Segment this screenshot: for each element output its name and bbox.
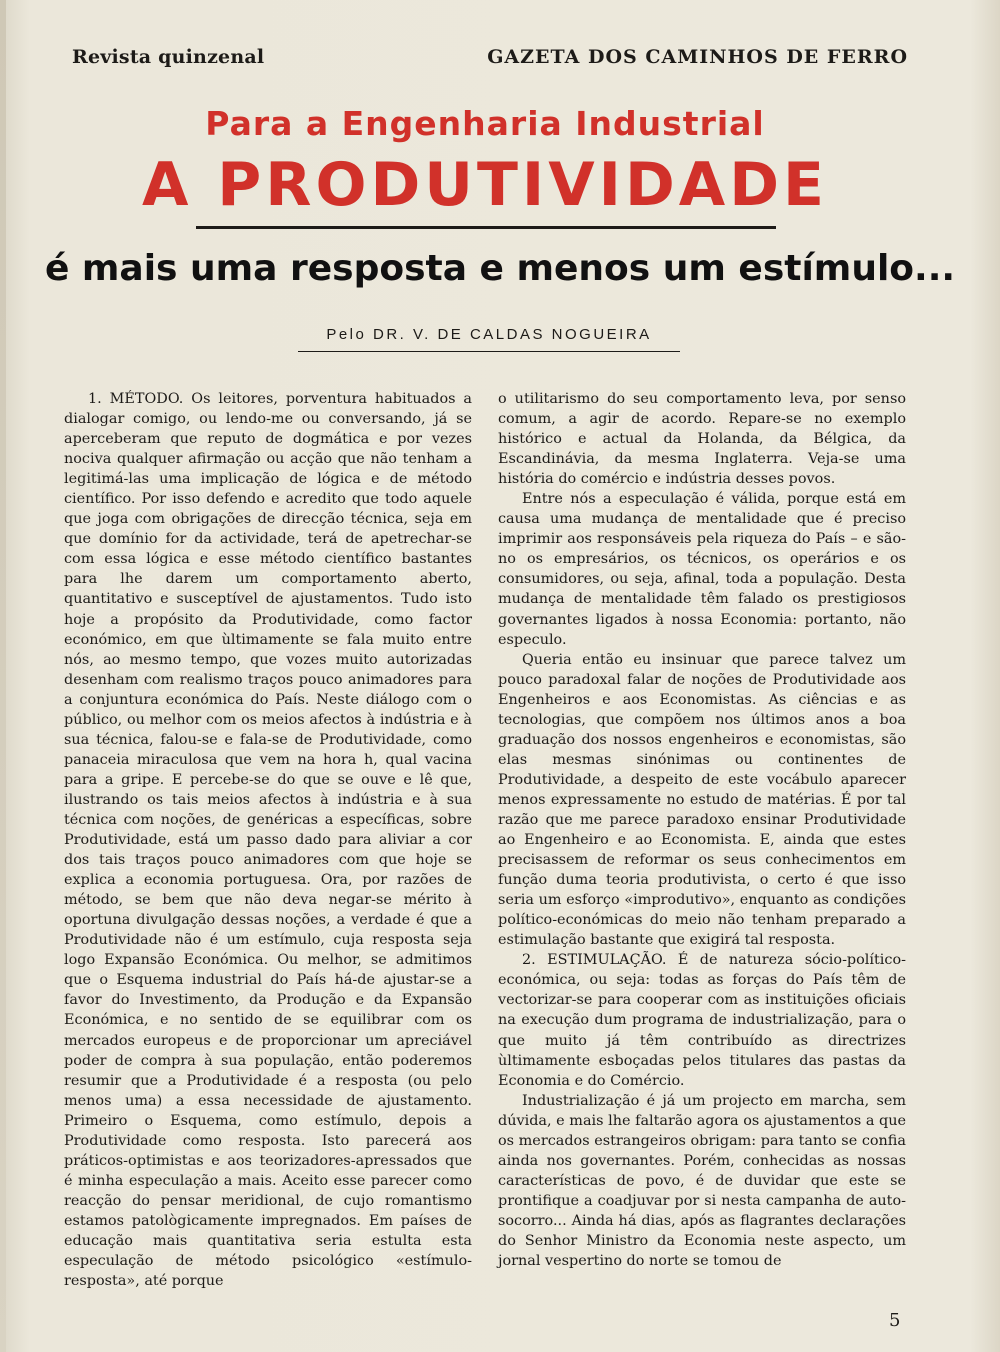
header-right: GAZETA DOS CAMINHOS DE FERRO <box>487 46 908 68</box>
subtitle: é mais uma resposta e menos um estímulo... <box>44 248 956 289</box>
main-title: A PRODUTIVIDADE <box>141 150 829 220</box>
page-number: 5 <box>889 1310 901 1331</box>
paragraph: Queria então eu insinuar que parece talvez um pouco paradoxal falar de noções de Produtividade aos Engenheiros e aos Economistas. As ciências e as tecnologias, que compõem nos últimos anos a boa graduação dos nossos engenheiros e economistas, são elas mesmas sinónimas ou continentes de Produtividade, a despeito de este vocábulo aparecer menos expressamente no estudo de matérias. É por tal razão que me parece paradoxo ensinar Produtividade ao Engenheiro e ao Economista. E, ainda que estes precisassem de reformar os seus conhecimentos em função duma teoria produtivista, o certo é que isso seria um esforço «improdutivo», enquanto as condições político-económicas do meio não tenham preparado a estimulação bastante que exigirá tal resposta. <box>498 651 906 949</box>
paragraph: o utilitarismo do seu comportamento leva, por senso comum, a agir de acordo. Repare-se no exemplo histórico e actual da Holanda, da Bélgica, da Escandinávia, da mesma Inglaterra. Veja-se uma história do comércio e indústria desses povos. <box>498 391 906 488</box>
column-left <box>64 389 472 1291</box>
column-right <box>498 389 906 1271</box>
paragraph: Industrialização é já um projecto em marcha, sem dúvida, e mais lhe faltarão agora os ajustamentos a que os mercados estrangeiros obrigam: para tanto se confia ainda nos governantes. Porém, conhecidas as nossas características de povo, é de duvidar que este se prontifique a coadjuvar por si nesta campanha de auto-socorro... Ainda há dias, após as flagrantes declarações do Senhor Ministro da Economia neste aspecto, um jornal vespertino do norte se tomou de <box>498 1092 906 1270</box>
paragraph: 1. MÉTODO. Os leitores, porventura habituados a dialogar comigo, ou lendo-me ou conversando, já se aperceberam que reputo de dogmática e por vezes nociva qualquer afirmação ou acção que não tenham a legitimá-las uma implicação de lógica e de método científico. Por isso defendo e acredito que todo aquele que joga com obrigações de direcção técnica, seja em que domínio for da actividade, terá de apetrechar-se com essa lógica e esse método científico bastantes para lhe darem um comportamento aberto, quantitativo e susceptível de ajustamentos. Tudo isto hoje a propósito da Produtividade, como factor económico, em que ùltimamente se fala muito entre nós, ao mesmo tempo, que vozes muito autorizadas desenham com realismo traços pouco animadores para a conjuntura económica do País. Neste diálogo com o público, ou melhor com os meios afectos à indústria e à sua técnica, falou-se e fala-se de Produtividade, como panaceia miraculosa que vem na hora h, qual vacina para a gripe. E percebe-se do que se ouve e lê que, ilustrando os tais meios afectos à indústria e à sua técnica com noções, de genéricas a específicas, sobre Produtividade, está um passo dado para aliviar a cor dos tais traços pouco animadores com que hoje se explica a economia portuguesa. Ora, por razões de método, se bem que não deva negar-se mérito à oportuna divulgação dessas noções, a verdade é que a Produtividade não é um estímulo, cuja resposta seja logo Expansão Económica. Ou melhor, se admitimos que o Esquema industrial do País há-de ajustar-se a favor do Investimento, da Produção e da Expansão Económica, e no sentido de se equilibrar com os mercados europeus e de proporcionar um apreciável poder de compra à sua população, então poderemos resumir que a Produtividade é a resposta (ou pelo menos uma) a essa necessidade de ajustamento. Primeiro o Esquema, como estímulo, depois a Produtividade como resposta. Isto parecerá aos práticos-optimistas e aos teorizadores-apressados que é minha especulação a mais. Aceito esse parecer como reacção do pensar meridional, de cujo romantismo estamos patològicamente impregnados. Em países de educação mais quantitativa seria estulta esta especulação de método psicológico «estímulo-resposta», até porque <box>64 391 472 1290</box>
title-kicker: Para a Engenharia Industrial <box>205 104 765 143</box>
byline: Pelo DR. V. DE CALDAS NOGUEIRA <box>298 326 680 352</box>
paragraph: Entre nós a especulação é válida, porque está em causa uma mudança de mentalidade que é preciso imprimir aos responsáveis pela riqueza do País – e são-no os empresários, os técnicos, os operários e os consumidores, ou seja, afinal, toda a população. Desta mudança de mentalidade têm falado os prestigiosos governantes ligados à nossa Economia: portanto, não especulo. <box>498 491 906 648</box>
title-rule <box>196 226 776 229</box>
paragraph: 2. ESTIMULAÇÃO. É de natureza sócio-político-económica, ou seja: todas as forças do País têm de vectorizar-se para cooperar com as instituições oficiais na execução dum programa de industrialização, para o que muito já têm contribuído as directrizes ùltimamente esboçadas pelos titulares das pastas da Economia e do Comércio. <box>498 952 906 1089</box>
header-left: Revista quinzenal <box>72 46 265 68</box>
